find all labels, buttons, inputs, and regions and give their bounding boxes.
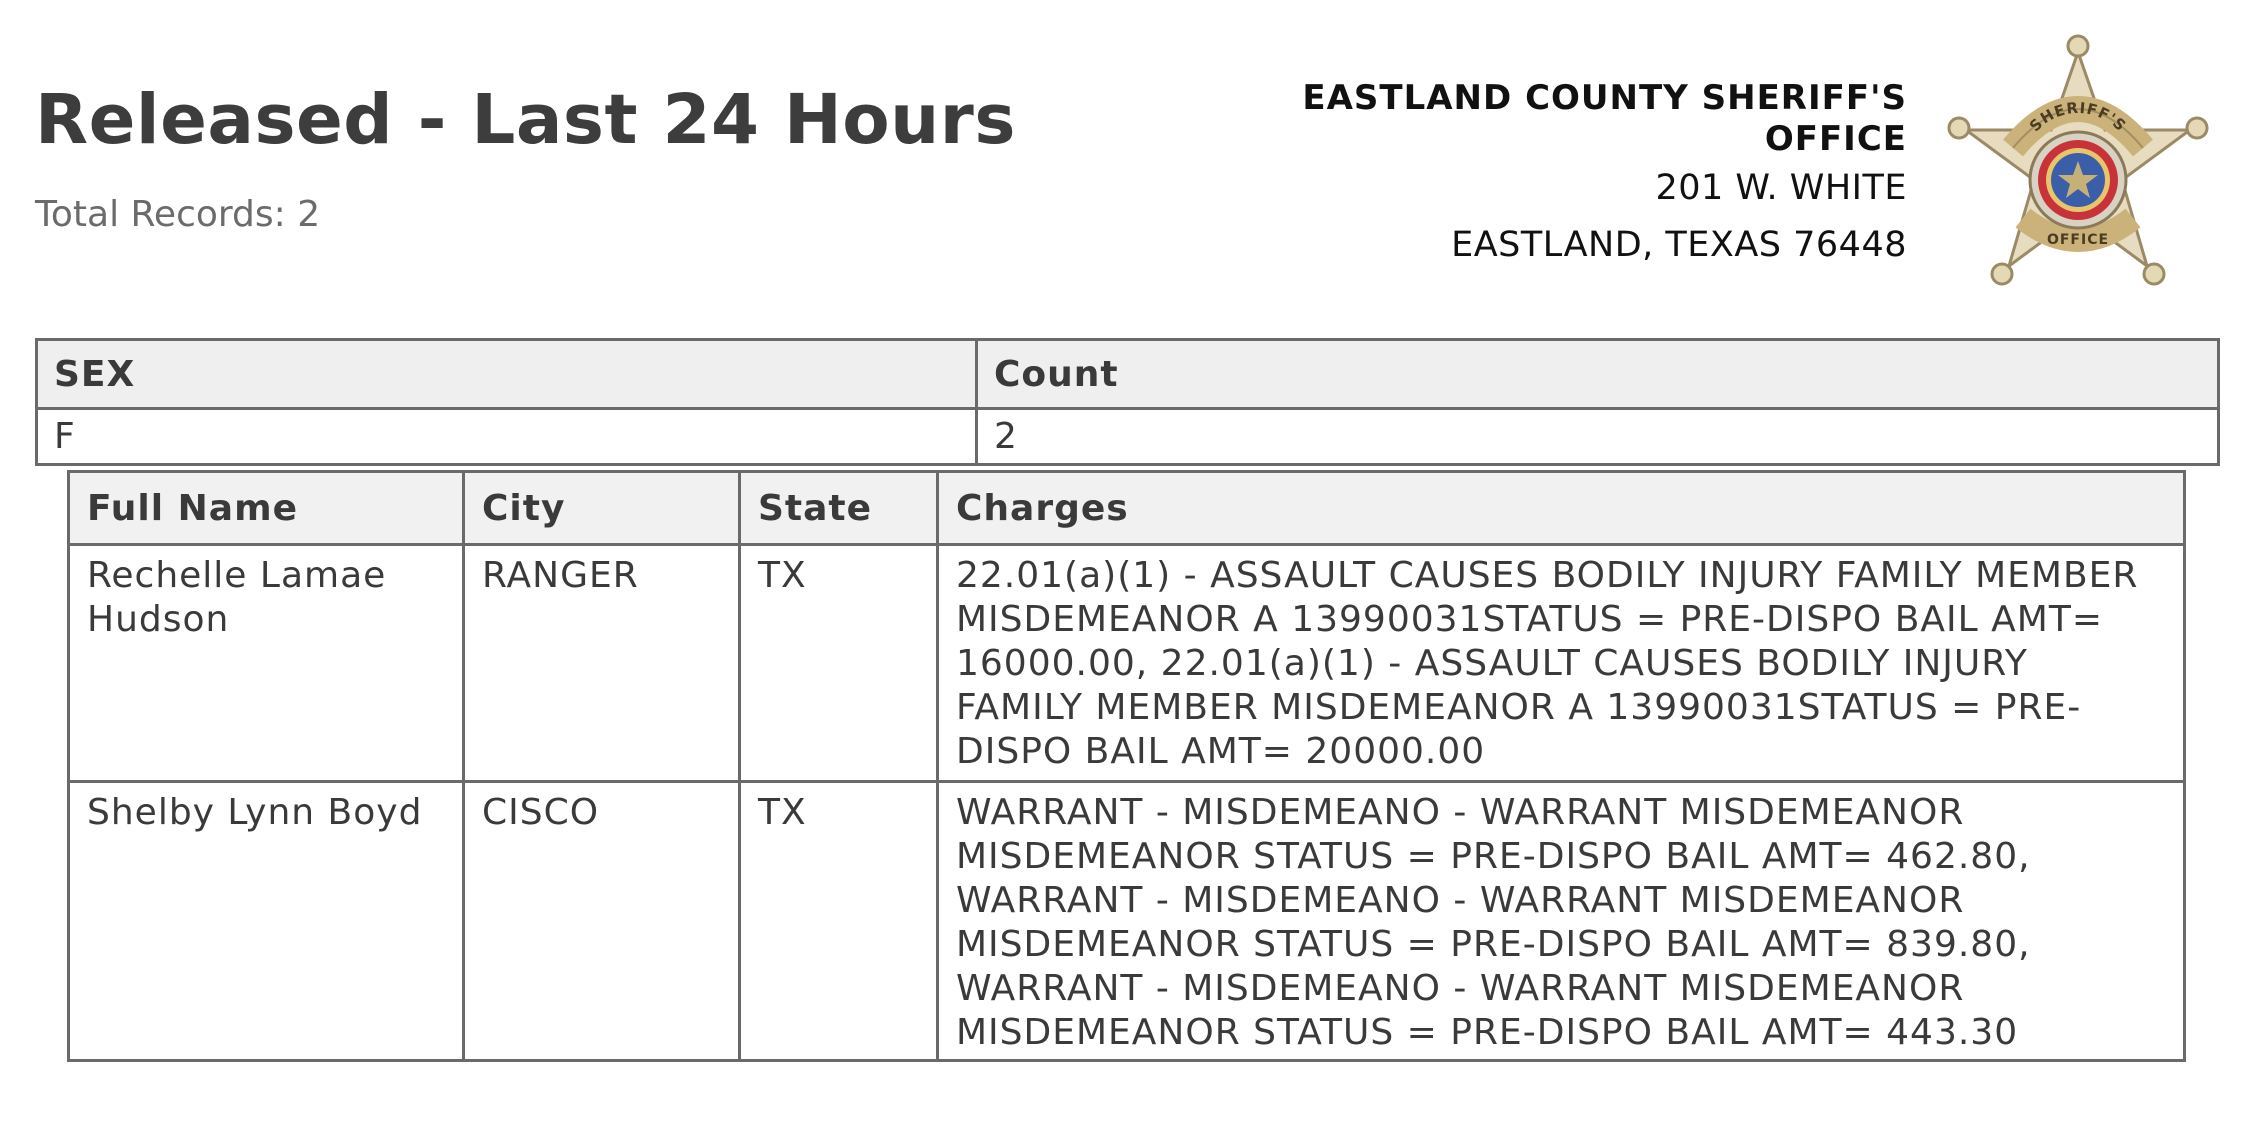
cell-city: CISCO — [464, 782, 740, 1061]
cell-state: TX — [740, 782, 938, 1061]
table-row — [69, 782, 2185, 1061]
agency-name-line1: EASTLAND COUNTY SHERIFF'S — [1302, 78, 1907, 118]
svg-text:OFFICE: OFFICE — [2046, 232, 2110, 248]
agency-header — [1187, 78, 1907, 274]
summary-header-count: Count — [977, 340, 2219, 409]
cell-charges: 22.01(a)(1) - ASSAULT CAUSES BODILY INJURY FAMILY MEMBER MISDEMEANOR A 13990031STATUS = PRE-DISPO BAIL AMT= 16000.00, 22.01(a)(1) - ASSAULT CAUSES BODILY INJURY FAMILY MEMBER MISDEMEANOR A 13990031STATUS = PRE-DISPO BAIL AMT= 20000.00 — [938, 545, 2185, 782]
released-detail-table — [67, 470, 2186, 1062]
cell-full-name: Shelby Lynn Boyd — [69, 782, 464, 1061]
summary-row — [37, 409, 2219, 465]
cell-state: TX — [740, 545, 938, 782]
sheriff-star-badge-icon — [1935, 30, 2221, 306]
summary-header-sex: SEX — [37, 340, 977, 409]
page-title: Released - Last 24 Hours — [35, 80, 1016, 160]
detail-header-city: City — [464, 472, 740, 545]
svg-text:SHERIFF'S: SHERIFF'S — [2026, 98, 2130, 136]
sex-summary-table — [35, 338, 2220, 466]
total-records: Total Records: 2 — [35, 194, 321, 235]
cell-charges: WARRANT - MISDEMEANO - WARRANT MISDEMEANOR MISDEMEANOR STATUS = PRE-DISPO BAIL AMT= 462.80, WARRANT - MISDEMEANO - WARRANT MISDEMEANOR MISDEMEANOR STATUS = PRE-DISPO BAIL AMT= 839.80, WARRANT - MISDEMEANO - WARRANT MISDEMEANOR MISDEMEANOR STATUS = PRE-DISPO BAIL AMT= 443.30 — [938, 782, 2185, 1061]
table-row — [69, 545, 2185, 782]
detail-header-full-name: Full Name — [69, 472, 464, 545]
agency-name-line2: OFFICE — [1764, 119, 1907, 159]
cell-full-name: Rechelle Lamae Hudson — [69, 545, 464, 782]
detail-header-charges: Charges — [938, 472, 2185, 545]
detail-header-row — [69, 472, 2185, 545]
summary-cell-sex: F — [37, 409, 977, 465]
detail-header-state: State — [740, 472, 938, 545]
agency-address-line1: 201 W. WHITE — [1655, 168, 1907, 208]
cell-city: RANGER — [464, 545, 740, 782]
summary-cell-count: 2 — [977, 409, 2219, 465]
summary-header-row — [37, 340, 2219, 409]
agency-address-line2: EASTLAND, TEXAS 76448 — [1451, 225, 1907, 265]
